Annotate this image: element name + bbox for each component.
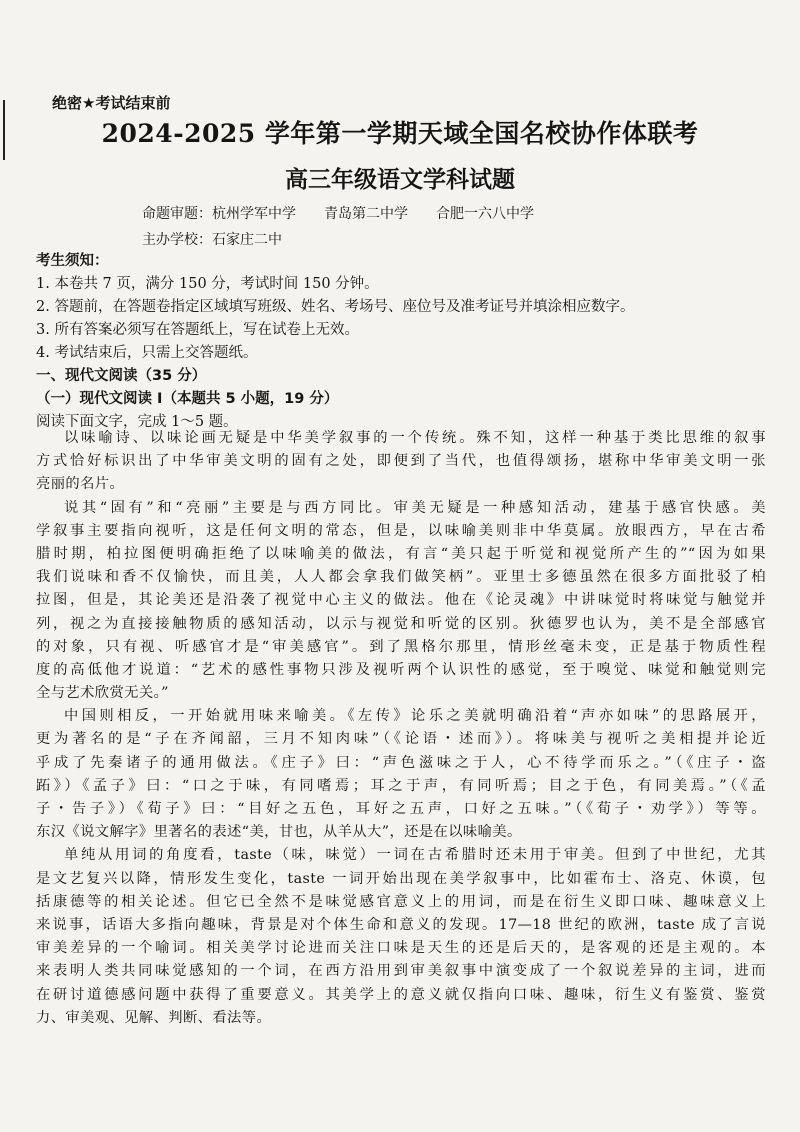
passage-line: 子・告子》）《荀子》曰：“目好之五色，耳好之五声，口好之五味。”（《荀子・劝学》）等等。 [36,801,766,817]
passage-line: 以味喻诗、以味论画无疑是中华美学叙事的一个传统。殊不知，这样一种基于类比思维的叙事 [64,430,766,446]
passage-line: 乎成了先秦诸子的通用做法。《庄子》曰：“声色滋味之于人，心不待学而乐之。”（《庄子・盗 [36,754,766,771]
notice-item: 4. 考试结束后，只需上交答题纸。 [36,345,258,361]
passage-line: 说其“固有”和“亮丽”主要是与西方同比。审美无疑是一种感知活动，建基于感官快感。美 [64,499,766,516]
notice-heading: 考生须知： [36,253,109,269]
passage-line: 东汉《说文解字》里著名的表述“美，甘也，从羊从大”，还是在以味喻美。 [36,824,522,841]
passage-line: 拉图，但是，其论美还是沿袭了视觉中心主义的做法。他在《论灵魂》中讲味觉时将味觉与触觉并 [36,592,766,609]
reading-instruction: 阅读下面文字，完成 1～5 题。 [36,414,238,430]
notice-item: 2. 答题前，在答题卷指定区域填写班级、姓名、考场号、座位号及准考证号并填涂相应数字。 [36,299,635,315]
passage-line: 我们说味和香不仅愉快，而且美，人人都会拿我们做笑柄”。亚里士多德虽然在很多方面批驳了柏 [36,569,766,586]
passage-line: 跖》）《孟子》曰：“口之于味，有同嗜焉；耳之于声，有同听焉；目之于色，有同美焉。”（《孟 [36,777,766,794]
passage-line: 更为著名的是“子在齐闻韶，三月不知肉味”（《论语・述而》）。将味美与视听之美相提并论近 [36,731,766,748]
passage-paragraph [36,497,766,706]
host-school-line: 主办学校：石家庄二中 [142,232,282,248]
passage-line: 的对象，只有视、听感官才是“审美感官”。到了黑格尔那里，情形丝毫未变，正是基于物质性程 [36,638,766,655]
notice-item: 3. 所有答案必须写在答题纸上，写在试卷上无效。 [36,322,359,338]
exam-title: 2024-2025 学年第一学期天域全国名校协作体联考 [101,119,699,148]
passage-line: 方式恰好标识出了中华审美文明的固有之处，即便到了当代，也值得颂扬，堪称中华审美文明一张 [36,453,766,470]
part-title: 一、现代文阅读（35 分） [36,368,207,384]
passage-line: 括康德等的相关论述。但它已全然不是味觉感官意义上的用词，而是在衍生义即口味、趣味意义上 [36,893,766,910]
exam-notice [36,250,766,434]
passage-line: 腊时期，柏拉图便明确拒绝了以味喻美的做法，有言“美只起于听觉和视觉所产生的”“因为如果 [36,545,766,562]
passage-line: 来表明人类共同味觉感知的一个词，在西方沿用到审美叙事中演变成了一个叙说差异的主词，进而 [36,963,766,980]
reading-passage [36,427,766,1030]
passage-line: 是文艺复兴以降，情形发生变化，taste 一词开始出现在美学叙事中，比如霍布士、洛克、休谟，包 [36,870,766,887]
passage-line: 在研讨道德感问题中获得了重要意义。其美学上的意义就仅指向口味、趣味，衍生义有鉴赏、鉴赏 [36,986,766,1003]
passage-line: 来说事，话语大多指向趣味，背景是对个体生命和意义的发现。17—18 世纪的欧洲，taste 成了言说 [36,916,766,933]
notice-item: 1. 本卷共 7 页，满分 150 分，考试时间 150 分钟。 [36,276,379,292]
passage-line: 学叙事主要指向视听，这是任何文明的常态，但是，以味喻美则非中华莫属。放眼西方，早在古希 [36,522,766,539]
proposers-line: 命题审题：杭州学军中学 青岛第二中学 合肥一六八中学 [142,206,534,222]
passage-line: 中国则相反，一开始就用味来喻美。《左传》论乐之美就明确沿着“声亦如味”的思路展开， [64,708,766,725]
passage-line: 全与艺术欣赏无关。” [36,685,169,702]
passage-paragraph [36,427,766,497]
passage-line: 单纯从用词的角度看，taste（味，味觉）一词在古希腊时还未用于审美。但到了中世纪，尤其 [64,847,766,864]
sub-section-title: （一）现代文阅读 I（本题共 5 小题，19 分） [36,391,339,407]
passage-paragraph [36,844,766,1030]
confidential-label: 绝密★考试结束前 [52,94,171,112]
passage-paragraph [36,705,766,844]
passage-line: 力、审美观、见解、判断、看法等。 [36,1009,272,1026]
passage-line: 度的高低他才说道：“艺术的感性事物只涉及视听两个认识性的感觉，至于嗅觉、味觉和触觉则完 [36,661,766,678]
passage-line: 审美差异的一个喻词。相关美学讨论进而关注口味是天生的还是后天的，是客观的还是主观的。本 [36,940,766,957]
passage-line: 列，视之为直接接触物质的感知活动，以示与视觉和听觉的区别。狄德罗也认为，美不是全部感官 [36,615,766,632]
passage-line: 亮丽的名片。 [36,476,125,493]
exam-subtitle: 高三年级语文学科试题 [285,166,515,193]
